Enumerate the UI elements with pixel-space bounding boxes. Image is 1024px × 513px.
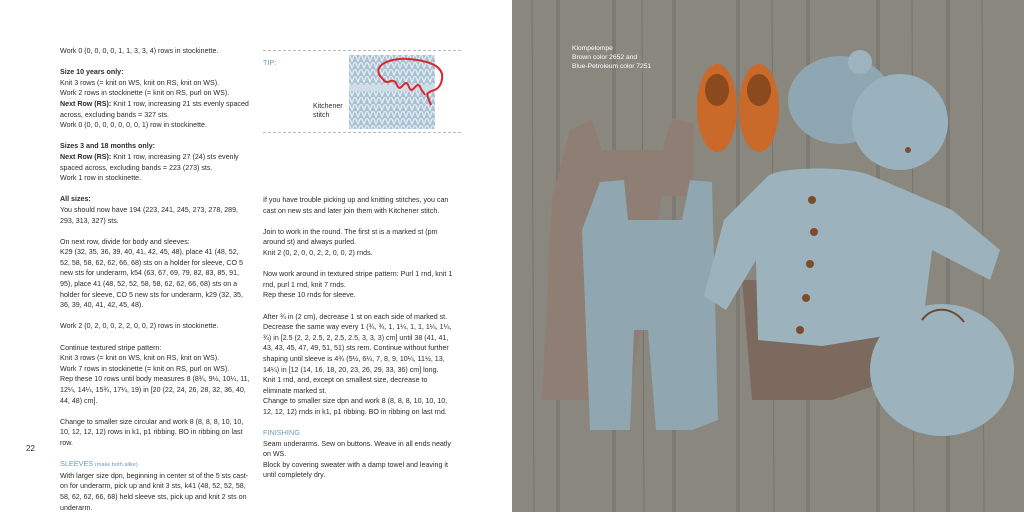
paragraph xyxy=(263,428,455,439)
paragraph xyxy=(263,290,455,301)
paragraph xyxy=(263,375,455,396)
paragraph xyxy=(60,417,250,449)
body-text: K29 (32, 35, 36, 39, 40, 41, 42, 45, 48), place 41 (48, 52, 52, 58, 58, 62, 62, 66, 68) sts on a holder for sleeve, CO 5 new sts for underarm, k54 (63, 67, 69, 79, 82, 83, 85, 91, 95), place 41 (48, 52, 52, 58, 58, 62, 62, 66, 68) sts on a holder for sleeve, CO 5 new sts for underarm, k29 (32, 35, 36, 39, 40, 41, 42, 45, 48). xyxy=(60,248,243,310)
paragraph xyxy=(60,321,250,332)
body-text: Knit 2 (0, 2, 0, 0, 2, 2, 0, 0, 2) rnds. xyxy=(263,248,373,257)
paragraph xyxy=(60,88,250,99)
page-number: 22 xyxy=(26,444,35,453)
subheading: Sizes 3 and 18 months only: xyxy=(60,142,156,151)
paragraph-gap xyxy=(60,406,250,417)
body-text: Rep these 10 rows until body measures 8 (8¾, 9½, 10¼, 11, 12¼, 14¼, 15¾, 17¼, 19) in [20 (22, 24, 26, 28, 32, 36, 40, 44, 48) cm]. xyxy=(60,375,250,405)
paragraph-gap xyxy=(60,449,250,460)
section-heading: SLEEVES xyxy=(60,459,94,469)
paragraph xyxy=(60,364,250,375)
paragraph xyxy=(263,195,455,216)
tip-box xyxy=(263,50,461,134)
paragraph xyxy=(263,460,455,481)
body-text: Knit 1 row, increasing 21 sts evenly spaced across, excluding bands = 327 sts. xyxy=(60,99,249,119)
paragraph xyxy=(60,141,250,152)
body-text: Work 2 (0, 2, 0, 0, 2, 2, 0, 0, 2) rows in stockinette. xyxy=(60,322,219,331)
divider xyxy=(263,132,461,133)
paragraph xyxy=(263,248,455,259)
paragraph xyxy=(60,237,250,248)
paragraph xyxy=(60,353,250,364)
paragraph-gap xyxy=(263,417,455,428)
body-text: On next row, divide for body and sleeves: xyxy=(60,237,190,246)
body-text: You should now have 194 (223, 241, 245, 273, 278, 289, 293, 313, 327) sts. xyxy=(60,205,239,225)
body-text: Work 0 (0, 0, 0, 0, 1, 1, 3, 3, 4) rows in stockinette. xyxy=(60,47,219,55)
paragraph xyxy=(60,46,250,57)
paragraph xyxy=(60,152,250,173)
paragraph xyxy=(60,471,250,513)
body-text: Continue textured stripe pattern: xyxy=(60,343,162,352)
paragraph-gap xyxy=(60,332,250,343)
paragraph xyxy=(60,247,250,311)
paragraph xyxy=(60,205,250,226)
paragraph-gap xyxy=(263,259,455,270)
paragraph-gap xyxy=(60,131,250,142)
paragraph xyxy=(60,173,250,184)
paragraph xyxy=(60,99,250,120)
body-text: Knit 3 rows (= knit on WS, knit on RS, knit on WS). xyxy=(60,78,220,87)
left-page xyxy=(0,0,512,512)
paragraph xyxy=(60,120,250,131)
body-text: Change to smaller size circular and work 8 (8, 8, 8, 10, 10, 10, 12, 12, 12) rows in k1, p1 ribbing. BO in ribbing on last row. xyxy=(60,417,244,447)
body-text: Rep these 10 rnds for sleeve. xyxy=(263,291,356,300)
paragraph-gap xyxy=(263,301,455,312)
paragraph xyxy=(263,396,455,417)
row-lead: Next Row (RS): xyxy=(60,152,112,161)
body-text: Work 2 rows in stockinette (= knit on RS, purl on WS). xyxy=(60,89,230,98)
tip-label: TIP: xyxy=(263,58,277,67)
paragraph xyxy=(60,67,250,78)
body-text: Work 0 (0, 0, 0, 0, 0, 0, 0, 1) row in stockinette. xyxy=(60,121,207,130)
subheading: All sizes: xyxy=(60,195,91,204)
body-text: Change to smaller size dpn and work 8 (8, 8, 8, 10, 10, 10, 12, 12, 12) rnds in k1, p1 ribbing. BO in ribbing on last rnd. xyxy=(263,397,448,416)
tip-caption: Kitchener stitch xyxy=(313,103,343,119)
paragraph xyxy=(263,227,455,248)
body-text: Join to work in the round. The first st is a marked st (pm around st) and always purled. xyxy=(263,227,438,247)
body-text: If you have trouble picking up and knitting stitches, you can cast on new sts and later join them with Kitchener stitch. xyxy=(263,196,449,215)
paragraph xyxy=(60,194,250,205)
divider xyxy=(263,50,461,51)
paragraph xyxy=(60,374,250,406)
body-text: Work 1 row in stockinette. xyxy=(60,174,142,183)
paragraph xyxy=(60,78,250,89)
body-text: Knit 3 rows (= knit on WS, knit on RS, knit on WS). xyxy=(60,354,220,363)
body-text: Now work around in textured stripe pattern: Purl 1 rnd, knit 1 rnd, purl 1 rnd, knit 7 rnds. xyxy=(263,270,453,289)
body-text: Knit 1 row, increasing 27 (24) sts evenly spaced across, excluding bands = 223 (273) sts. xyxy=(60,152,239,172)
text-column-right xyxy=(263,195,455,481)
paragraph-gap xyxy=(60,311,250,322)
body-text: Seam underarms. Sew on buttons. Weave in all ends neatly on WS. xyxy=(263,439,451,459)
text-column-left xyxy=(60,46,250,513)
section-heading: FINISHING xyxy=(263,428,300,438)
body-text: Block by covering sweater with a damp towel and leaving it until completely dry. xyxy=(263,460,448,480)
subheading: Size 10 years only: xyxy=(60,68,124,77)
paragraph-gap xyxy=(60,184,250,195)
body-text: After ¾ in (2 cm), decrease 1 st on each side of marked st. Decrease the same way every 1 (¾, ¾, 1, 1¼, 1, 1, 1¼, 1¼, ¾) in [2.5 (2, 2, 2.5, 2, 2.5, 2.5, 3, 3, 3) cm] until 38 (41, 41, 43, 43, 45, 47, 49, 51, 51) sts rem. Continue without further shaping until sleeve is 4¾ (5½, 6¼, 7, 8, 9, 10¼, 11½, 13, 14¼) in [12 (14, 16, 18, 20, 23, 26, 29, 33, 36) cm] long. xyxy=(263,312,452,374)
knitted-baby-clothes-photo xyxy=(512,0,1024,512)
paragraph-gap xyxy=(263,216,455,227)
paragraph-gap xyxy=(60,57,250,68)
row-lead: Next Row (RS): xyxy=(60,99,112,108)
paragraph xyxy=(263,439,455,460)
kitchener-stitch-illustration xyxy=(349,55,449,129)
body-text: With larger size dpn, beginning in center st of the 5 sts cast-on for underarm, pick up and knit 3 sts, k41 (48, 52, 52, 58, 58, 62, 62, 66, 68) held sleeve sts, pick up and knit 2 sts on underarm. xyxy=(60,471,249,512)
body-text: Knit 1 rnd, and, except on smallest size, decrease to eliminate marked st. xyxy=(263,376,428,395)
paragraph xyxy=(60,459,250,471)
paragraph-gap xyxy=(60,226,250,237)
body-text: Work 7 rows in stockinette (= knit on RS, purl on WS). xyxy=(60,364,230,373)
paragraph xyxy=(60,343,250,354)
section-note: (make both alike) xyxy=(93,462,138,469)
paragraph xyxy=(263,312,455,376)
paragraph xyxy=(263,269,455,290)
photo-caption: Klompelompe Brown color 2652 and Blue-Petroleum color 7251 xyxy=(572,45,652,70)
